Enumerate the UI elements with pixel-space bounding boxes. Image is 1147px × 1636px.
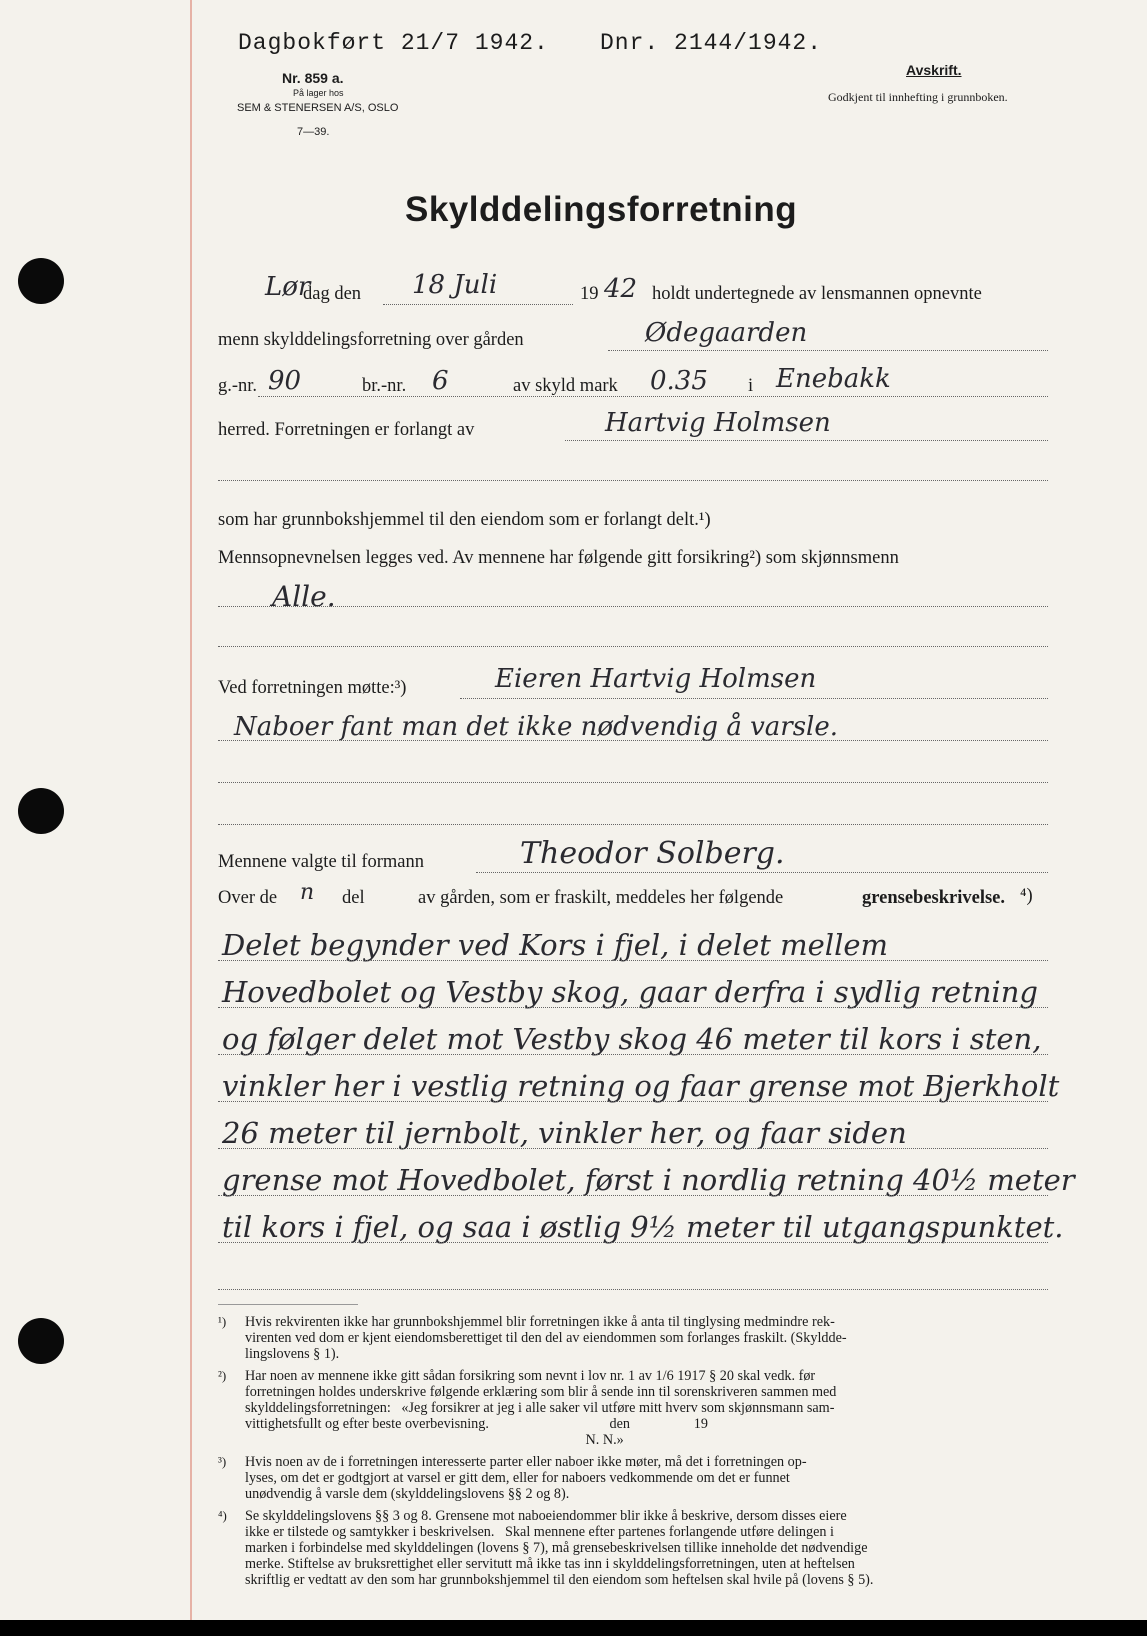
description-line: Hovedbolet og Vestby skog, gaar derfra i sydlig retning [222,975,1038,1009]
label-gnr: g.-nr. [218,376,258,396]
fill-line [218,1148,1048,1149]
fill-line [383,304,573,305]
printer-date: 7—39. [297,126,330,138]
footnote-ref: ⁴) [1020,886,1033,906]
footnote-line: lyses, om det er godtgjort at varsel er gitt dem, eller for naboers vedkommende om det er funnet [245,1470,790,1486]
handwritten-suffix: n [300,880,315,905]
fill-line [218,782,1048,783]
handwritten-year: 42 [604,274,638,304]
description-line: til kors i fjel, og saa i østlig 9½ meter til utgangspunktet. [222,1210,1064,1244]
footnote-line: N. N.» [245,1432,624,1448]
label-del: del [342,888,365,908]
copy-note: Godkjent til innhefting i grunnboken. [828,90,1008,104]
handwritten-date: 18 Juli [412,270,498,300]
fill-line [218,646,1048,647]
label-chairman: Mennene valgte til formann [218,852,425,872]
fill-line [460,698,1048,699]
handwritten-present: Eieren Hartvig Holmsen [495,664,817,694]
fill-line [476,872,1048,873]
handwritten-gnr: 90 [268,366,302,396]
fill-line [218,960,1048,961]
footnote-line: marken i forbindelse med skylddelingen (lovens § 7), må grensebeskrivelsen tillike inneholde det nødvendige [245,1540,868,1556]
handwritten-skyld: 0.35 [650,366,708,396]
handwritten-requester: Hartvig Holmsen [605,408,831,438]
margin-line [190,0,192,1620]
fill-line [218,606,1048,607]
description-line: 26 meter til jernbolt, vinkler her, og faar siden [222,1116,907,1150]
label-year-prefix: 19 [580,284,599,304]
footnote-line: forretningen holdes underskrive følgende erklæring som blir å sende inn til sorenskriveren sammen med [245,1384,837,1400]
footnote-line: virenten ved dom er kjent eiendomsberettiget til den del av eiendommen som forlanges fraskilt. (Skyldde- [245,1330,847,1346]
footnote-number: ⁴) [218,1508,227,1523]
handwritten-chairman: Theodor Solberg. [520,836,785,871]
copy-label: Avskrift. [906,62,962,78]
fill-line [218,1101,1048,1102]
fill-line [218,1054,1048,1055]
footnote-line: lingslovens § 1). [245,1346,340,1362]
fill-line [565,440,1048,441]
footnote-number: ²) [218,1368,227,1383]
fill-line [218,480,1048,481]
footnote-number: ³) [218,1454,227,1469]
handwritten-bnr: 6 [432,366,449,396]
footnote-number: ¹) [218,1314,227,1329]
printer-note: På lager hos [293,88,344,98]
registration-stamp: Dagbokført 21/7 1942. [238,30,549,56]
footnote-separator [218,1304,358,1305]
footnote-line: vittighetsfullt og efter beste overbevisning. den 19 [245,1416,708,1432]
fill-line [258,396,1048,397]
handwritten-farm: Ødegaarden [645,318,808,348]
footnote-line: Se skylddelingslovens §§ 3 og 8. Grensene mot naboeiendommer blir ikke å beskrive, dersom disses eiere [245,1508,847,1524]
journal-number: Dnr. 2144/1942. [600,30,823,56]
fill-line [218,1007,1048,1008]
label-dag-den: dag den [303,284,362,304]
description-line: Delet begynder ved Kors i fjel, i delet mellem [222,928,889,962]
fill-line [218,1289,1048,1290]
footnote-line: skylddelingsforretningen: «Jeg forsikrer at jeg i alle saker vil utføre mitt hverv som skjønnsmann sam- [245,1400,835,1416]
label-farm: menn skylddelingsforretning over gården [218,330,524,350]
fill-line [218,824,1048,825]
label-hjemmel: som har grunnbokshjemmel til den eiendom som er forlangt delt.¹) [218,510,711,530]
label-fraskilt: av gården, som er fraskilt, meddeles her følgende [418,888,784,908]
form-number: Nr. 859 a. [282,70,344,86]
label-present: Ved forretningen møtte:³) [218,678,407,698]
footnote-line: merke. Stiftelse av bruksrettighet eller servitutt må ikke tas inn i skylddelingsforretningen, uten at heftelsen [245,1556,855,1572]
label-requested-by: herred. Forretningen er forlangt av [218,420,475,440]
fill-line [218,1242,1048,1243]
fill-line [218,1195,1048,1196]
punch-hole [18,258,64,304]
handwritten-day: Lør [265,272,311,302]
description-line: grense mot Hovedbolet, først i nordlig retning 40½ meter [222,1163,1075,1197]
printer-name: SEM & STENERSEN A/S, OSLO [237,102,399,114]
document-title: Skylddelingsforretning [405,190,798,229]
punch-hole [18,1318,64,1364]
label-i: i [748,376,754,396]
label-mennsop: Mennsopnevnelsen legges ved. Av mennene har følgende gitt forsikring²) som skjønnsmenn [218,548,899,568]
label-bnr: br.-nr. [362,376,407,396]
description-line: og følger delet mot Vestby skog 46 meter til kors i sten, [222,1022,1042,1056]
fill-line [218,740,1048,741]
handwritten-neighbours: Naboer fant man det ikke nødvendig å varsle. [234,712,839,742]
footnote-line: Har noen av mennene ikke gitt sådan forsikring som nevnt i lov nr. 1 av 1/6 1917 § 20 skal vedk. før [245,1368,816,1384]
label-skyld: av skyld mark [513,376,618,396]
label-over-den: Over de [218,888,278,908]
handwritten-alle: Alle. [272,580,336,613]
footnote-line: Hvis noen av de i forretningen interesserte parter eller naboer ikke møter, må det i forretningen op- [245,1454,807,1470]
footnote-line: unødvendig å varsle dem (skylddelingslovens §§ 2 og 8). [245,1486,570,1502]
fill-line [608,350,1048,351]
footnote-line: skriftlig er vedtatt av den som har grunnbokshjemmel til den eiendom som heftelsen skal hvile på (lovens § 5). [245,1572,874,1588]
label-boundary: grensebeskrivelse. [862,888,1006,908]
description-line: vinkler her i vestlig retning og faar grense mot Bjerkholt [222,1069,1060,1103]
handwritten-parish: Enebakk [776,364,891,394]
label-line1: holdt undertegnede av lensmannen opnevnte [652,284,982,304]
footnote-line: ikke er tilstede og samtykker i beskrivelsen. Skal mennene efter partenes forlangende utføre delingen i [245,1524,834,1540]
footnote-line: Hvis rekvirenten ikke har grunnbokshjemmel blir forretningen ikke å anta til tinglysing medmindre rek- [245,1314,835,1330]
punch-hole [18,788,64,834]
